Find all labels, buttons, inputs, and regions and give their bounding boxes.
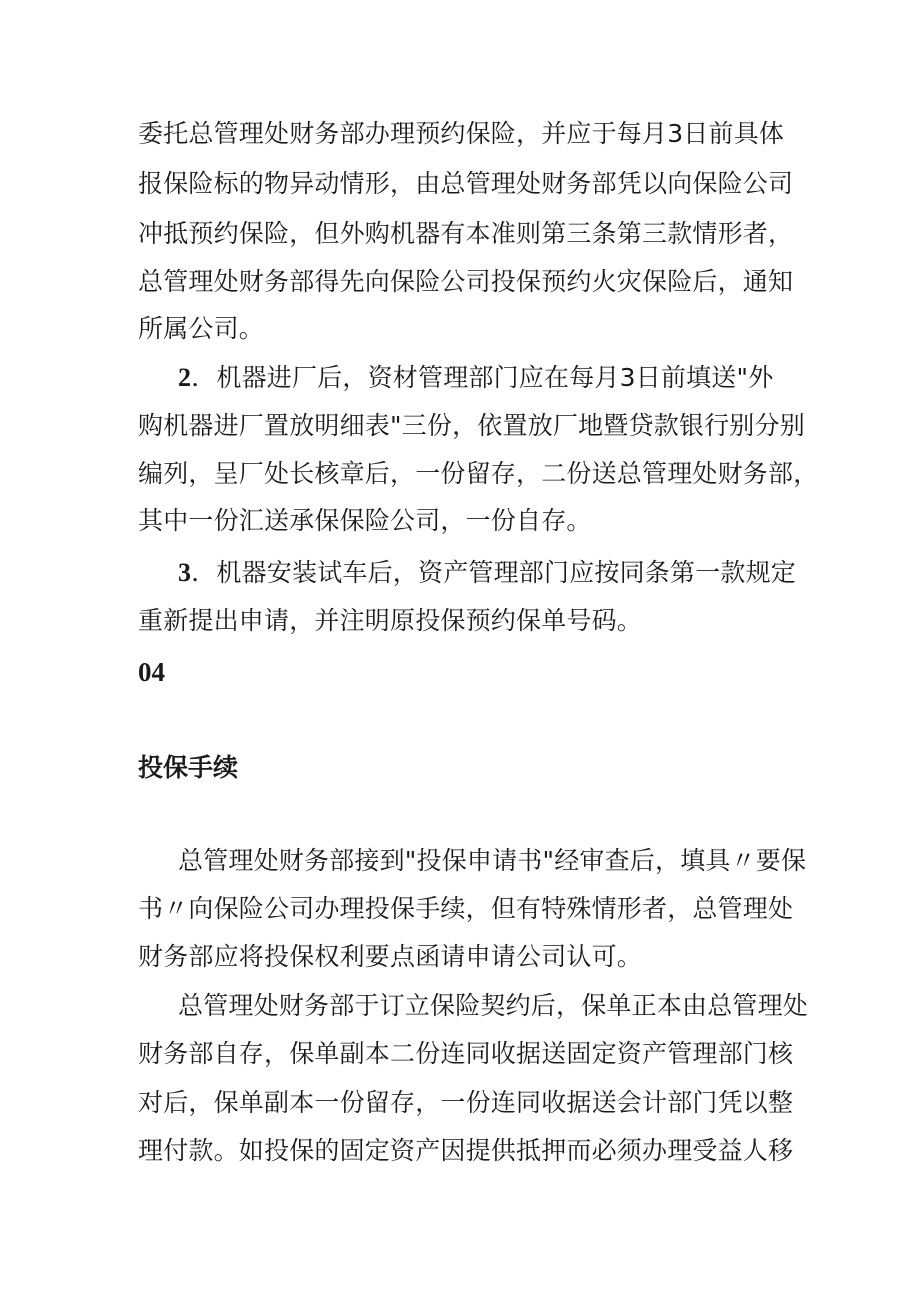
section-number: 04 (138, 657, 165, 687)
section-title: 投保手续 (138, 753, 239, 782)
paragraph-2-line-1: 总管理处财务部接到"投保申请书"经审查后，填具〃要保 (178, 846, 807, 875)
item-3-text: ．机器安装试车后，资产管理部门应按同条第一款规定 (191, 558, 797, 587)
paragraph-2-line-3: 财务部应将投保权利要点函请申请公司认可。 (138, 942, 643, 971)
paragraph-1-line-5: 所属公司。 (138, 314, 265, 343)
paragraph-1-line-2: 报保险标的物异动情形，由总管理处财务部凭以向保险公司 (138, 169, 794, 198)
paragraph-3-line-4: 理付款。如投保的固定资产因提供抵押而必须办理受益人移 (138, 1136, 794, 1165)
item-2-text: ．机器进厂后，资材管理部门应在每月3日前填送"外 (191, 363, 774, 392)
paragraph-2-line-2: 书〃向保险公司办理投保手续，但有特殊情形者，总管理处 (138, 894, 794, 923)
paragraph-3-line-3: 对后，保单副本一份留存，一份连同收据送会计部门凭以整 (138, 1088, 794, 1117)
item-2-line-2: 购机器进厂置放明细表"三份，依置放厂地暨贷款银行别分别 (138, 411, 805, 440)
paragraph-1-line-1: 委托总管理处财务部办理预约保险，并应于每月3日前具体 (138, 119, 785, 148)
paragraph-1-line-4: 总管理处财务部得先向保险公司投保预约火灾保险后，通知 (138, 267, 794, 296)
paragraph-3-line-2: 财务部自存，保单副本二份连同收据送固定资产管理部门核 (138, 1039, 794, 1068)
item-2-number: 2 (178, 363, 192, 392)
item-2-line-3: 编列，呈厂处长核章后，一份留存，二份送总管理处财务部， (138, 459, 819, 488)
item-2-line-4: 其中一份汇送承保保险公司，一份自存。 (138, 506, 592, 535)
item-2-line-1 (178, 362, 773, 394)
paragraph-1-line-3: 冲抵预约保险，但外购机器有本准则第三条第三款情形者， (138, 219, 794, 248)
item-3-number: 3 (178, 558, 192, 587)
item-3-line-2: 重新提出申请，并注明原投保预约保单号码。 (138, 606, 643, 635)
item-3-line-1 (178, 557, 796, 589)
paragraph-3-line-1: 总管理处财务部于订立保险契约后，保单正本由总管理处 (178, 991, 809, 1020)
